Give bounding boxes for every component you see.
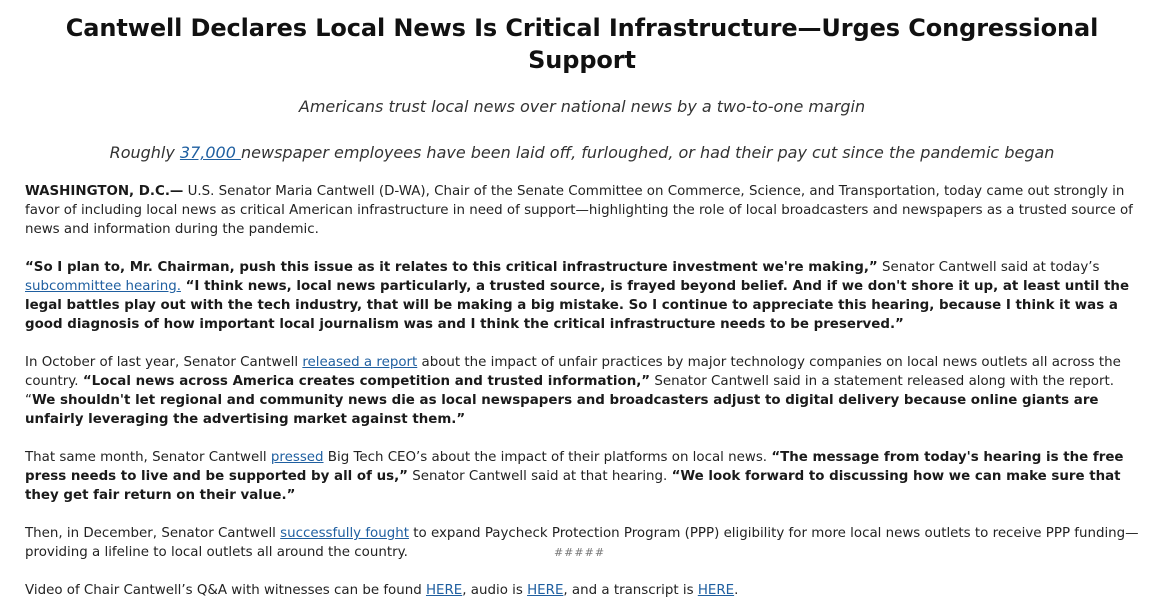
hearing-quote-1: “So I plan to, Mr. Chairman, push this issue as it relates to this critical infrastructure investment we're making,” (25, 260, 878, 275)
subtitle-layoffs-before: Roughly (109, 143, 180, 162)
bigtech-quote-2: “We look forward to discussing how we can make sure that they get fair return on their value.” (25, 469, 1121, 503)
media-text-1: Video of Chair Cantwell’s Q&A with witnesses can be found (25, 583, 426, 598)
article-body (25, 182, 1139, 600)
layoffs-count-link[interactable]: 37,000 (179, 143, 241, 162)
media-text-3: , and a transcript is (563, 583, 698, 598)
hearing-quote-2: “I think news, local news particularly, a trusted source, is frayed beyond belief. And if we don't shore it up, at least until the legal battles play out with the tech industry, that will be making a big mistake. So I continue to appreciate this hearing, because I think it was a good diagnosis of how important local journalism was and I think the critical infrastructure needs to be preserved.” (25, 279, 1130, 332)
bigtech-quote-1: “The message from today's hearing is the free press needs to live and be supported by all of us,” (25, 450, 1124, 484)
end-divider: ##### (553, 546, 606, 559)
transcript-here-link[interactable]: HERE (697, 583, 735, 598)
report-quote-1: “Local news across America creates competition and trusted information,” (82, 374, 651, 389)
audio-here-link[interactable]: HERE (527, 583, 564, 598)
ppp-text-2: to expand Paycheck Protection Program (PPP) eligibility for more local news outlets to receive PPP funding—providing a lifeline to local outlets all around the country. (25, 526, 1139, 560)
hearing-text: Senator Cantwell said at today’s (877, 260, 1100, 275)
ppp-text-1: Then, in December, Senator Cantwell (25, 526, 281, 541)
report-text-1: In October of last year, Senator Cantwell (25, 355, 303, 370)
subtitle-layoffs-after: newspaper employees have been laid off, furloughed, or had their pay cut since the pandemic began (241, 143, 1055, 162)
successfully-fought-link[interactable]: successfully fought (280, 526, 409, 541)
bigtech-text-2: Big Tech CEO’s about the impact of their platforms on local news. (323, 450, 772, 465)
headline: Cantwell Declares Local News Is Critical Infrastructure—Urges Congressional Support (65, 14, 1099, 74)
paragraph-media-links (25, 581, 1139, 600)
pressed-link[interactable]: pressed (270, 450, 324, 465)
report-text-2: about the impact of unfair practices by major technology companies on local news outlets all across the country. (25, 355, 1121, 389)
report-text-3: Senator Cantwell said in a statement released along with the report. “ (25, 374, 1114, 408)
subtitle-layoffs (25, 142, 1139, 164)
intro-text: U.S. Senator Maria Cantwell (D-WA), Chair of the Senate Committee on Commerce, Science, and Transportation, today came out strongly in favor of including local news as critical American infrastructure in need of support—highlighting the role of local broadcasters and newspapers as a trusted source of news and information during the pandemic. (25, 184, 1133, 237)
paragraph-big-tech (25, 448, 1139, 505)
subcommittee-hearing-link[interactable]: subcommittee hearing. (25, 279, 181, 294)
media-text-2: , audio is (462, 583, 528, 598)
paragraph-hearing-quote (25, 258, 1139, 334)
bigtech-text-3: Senator Cantwell said at that hearing. (408, 469, 672, 484)
media-text-4: . (734, 583, 739, 598)
paragraph-intro (25, 182, 1139, 239)
video-here-link[interactable]: HERE (425, 583, 463, 598)
bigtech-text-1: That same month, Senator Cantwell (25, 450, 271, 465)
subtitle-trust: Americans trust local news over national news by a two-to-one margin (298, 97, 866, 116)
report-quote-2: We shouldn't let regional and community news die as local newspapers and broadcasters adjust to digital delivery because online giants are unfairly leveraging the advertising market against them.” (25, 393, 1099, 427)
dateline: WASHINGTON, D.C.— (25, 184, 184, 199)
released-report-link[interactable]: released a report (302, 355, 418, 370)
paragraph-report (25, 353, 1139, 429)
